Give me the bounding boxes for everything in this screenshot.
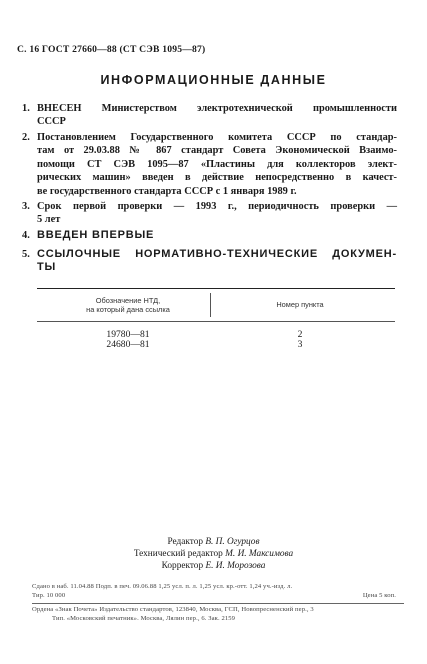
item-line: ВНЕСЕН Министерством электротехнической промышленности xyxy=(37,103,397,114)
info-item-2 xyxy=(22,131,397,198)
credit-person: М. И. Максимова xyxy=(225,548,294,559)
table-column-divider xyxy=(210,293,211,317)
table-header-point: Номер пункта xyxy=(276,300,324,309)
item-line: СССР xyxy=(37,116,66,128)
imprint-line: Ордена «Знак Почета» Издательство стандартов, 123840, Москва, ГСП, Новопресненский пер., 3 xyxy=(32,606,314,613)
table-cell-point: 3 xyxy=(297,339,303,350)
table-header-rule xyxy=(37,321,395,322)
item-line: там от 29.03.88 № 867 стандарт Совета Экономической Взаимо- xyxy=(37,145,397,157)
item-line: 5 лет xyxy=(37,214,61,226)
imprint-line xyxy=(32,592,404,600)
info-item-5 xyxy=(22,248,397,275)
item-number: 3. xyxy=(22,201,30,212)
info-item-1 xyxy=(22,102,397,129)
credit-corrector xyxy=(0,561,427,573)
item-line: ТЫ xyxy=(37,261,57,274)
item-number: 1. xyxy=(22,103,30,114)
table-cell-point: 2 xyxy=(297,329,303,340)
credit-role: Редактор xyxy=(167,537,204,547)
info-item-3 xyxy=(22,200,397,227)
imprint-divider xyxy=(32,603,404,604)
imprint-line: Сдано в наб. 11.04.88 Подп. в печ. 09.06.88 1,25 усл. п. л. 1,25 усл. кр.-отт. 1,24 уч.-изд. л. xyxy=(32,583,293,590)
item-line: ССЫЛОЧНЫЕ НОРМАТИВНО-ТЕХНИЧЕСКИЕ ДОКУМЕН- xyxy=(37,248,397,260)
item-line: ве государственного стандарта СССР с 1 января 1989 г. xyxy=(37,185,297,197)
item-number: 2. xyxy=(22,132,30,143)
item-line: Срок первой проверки — 1993 г., периодичность проверки — xyxy=(37,201,397,212)
credit-person: Е. И. Морозова xyxy=(205,560,266,571)
credits-block xyxy=(0,537,427,572)
item-line: ВВЕДЕН ВПЕРВЫЕ xyxy=(37,229,155,241)
credit-person: В. П. Огурцов xyxy=(205,537,260,547)
header-line: на который дана ссылка xyxy=(86,305,170,314)
table-row xyxy=(230,339,370,350)
table-header-document xyxy=(58,296,198,314)
info-item-4 xyxy=(22,229,397,242)
table-cell-document: 24680—81 xyxy=(106,339,150,350)
credit-role: Корректор xyxy=(161,560,204,571)
credit-role: Технический редактор xyxy=(133,548,223,559)
page-header: С. 16 ГОСТ 27660—88 (СТ СЭВ 1095—87) xyxy=(17,44,206,55)
header-line: Обозначение НТД, xyxy=(95,296,161,305)
credit-tech-editor xyxy=(0,549,427,561)
item-number: 4. xyxy=(22,230,30,241)
item-line: Постановлением Государственного комитета СССР по стандар- xyxy=(37,132,397,143)
imprint-line: Тип. «Московский печатник». Москва, Лялин пер., 6. Зак. 2159 xyxy=(52,615,236,622)
section-title: ИНФОРМАЦИОННЫЕ ДАННЫЕ xyxy=(100,73,327,87)
table-cell-document: 19780—81 xyxy=(106,329,150,340)
imprint-price: Цена 5 коп. xyxy=(362,592,396,599)
item-line: рических машин» введен в действие непосредственно в качест- xyxy=(37,172,397,184)
item-number: 5. xyxy=(22,249,30,260)
item-line: помощи СТ СЭВ 1095—87 «Пластины для коллекторов элект- xyxy=(37,158,397,170)
credit-editor xyxy=(0,537,427,549)
imprint-print-run: Тир. 10 000 xyxy=(32,592,66,599)
table-top-rule xyxy=(37,288,395,289)
table-row xyxy=(58,339,198,350)
